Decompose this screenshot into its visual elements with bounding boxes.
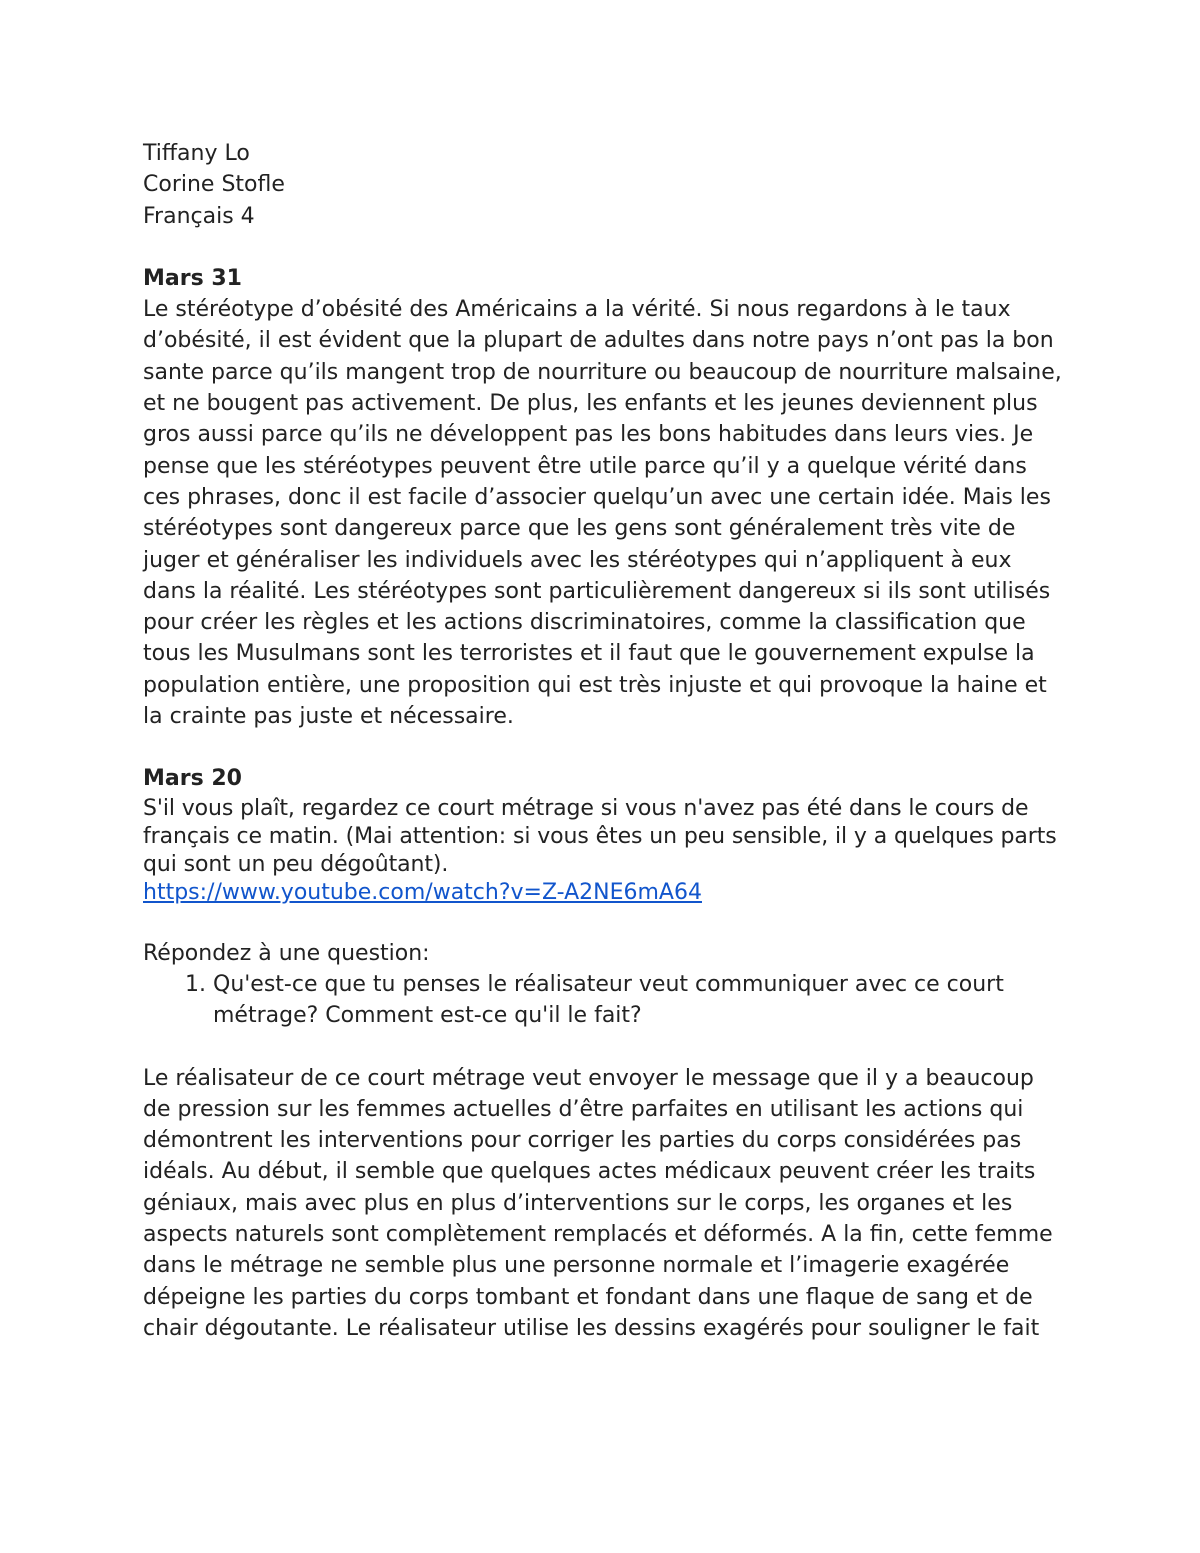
entry-body: Le stéréotype d’obésité des Américains a la vérité. Si nous regardons à le taux d’obésité, il est évident que la plupart de adultes dans notre pays n’ont pas la bon sante parce qu’ils mangent trop de nourriture ou beaucoup de nourriture malsaine, et ne bougent pas activement. De plus, les enfants et les jeunes deviennent plus gros aussi parce qu’ils ne développent pas les bons habitudes dans leurs vies. Je pense que les stéréotypes peuvent être utile parce qu’il y a quelque vérité dans ces phrases, donc il est facile d’associer quelqu’un avec une certain idée. Mais les stéréotypes sont dangereux parce que les gens sont généralement très vite de juger et généraliser les individuels avec les stéréotypes qui n’appliquent à eux dans la réalité. Les stéréotypes sont particulièrement dangereux si ils sont utilisés pour créer les règles et les actions discriminatoires, comme la classification que tous les Musulmans sont les terroristes et il faut que le gouvernement expulse la population entière, une proposition qui est très injuste et qui provoque la haine et la crainte pas juste et nécessaire. [143, 297, 1062, 730]
teacher-name: Corine Stofle [143, 172, 285, 198]
entry-answer: Le réalisateur de ce court métrage veut envoyer le message que il y a beaucoup de pression sur les femmes actuelles d’être parfaites en utilisant les actions qui démontrent les interventions pour corriger les parties du corps considérées pas idéals. Au début, il semble que quelques actes médicaux peuvent créer les traits géniaux, mais avec plus en plus d’interventions sur le corps, les organes et les aspects naturels sont complètement remplacés et déformés. A la fin, cette femme dans le métrage ne semble plus une personne normale et l’imagerie exagérée dépeigne les parties du corps tombant et fondant dans une flaque de sang et de chair dégoutante. Le réalisateur utilise les dessins exagérés pour souligner le fait [143, 1065, 1053, 1341]
entry-mars-20 [143, 763, 1068, 1344]
youtube-link[interactable]: https://www.youtube.com/watch?v=Z-A2NE6mA64 [143, 879, 702, 905]
entry-date: Mars 20 [143, 766, 242, 792]
course-name: Français 4 [143, 203, 255, 229]
entry-mars-31 [143, 263, 1068, 732]
document-page [143, 138, 1068, 1344]
question-prompt: Répondez à une question: [143, 940, 430, 966]
question-item: 1. Qu'est-ce que tu penses le réalisateur veut communiquer avec ce court métrage? Comment est-ce qu'il le fait? [213, 969, 1068, 1032]
student-name: Tiffany Lo [143, 141, 250, 166]
entry-date: Mars 31 [143, 265, 242, 291]
entry-intro: S'il vous plaît, regardez ce court métrage si vous n'avez pas été dans le cours de français ce matin. (Mai attention: si vous êtes un peu sensible, il y a quelques parts qui sont un peu dégoûtant). [143, 795, 1057, 877]
document-header [143, 138, 1068, 232]
question-list [143, 969, 1068, 1032]
